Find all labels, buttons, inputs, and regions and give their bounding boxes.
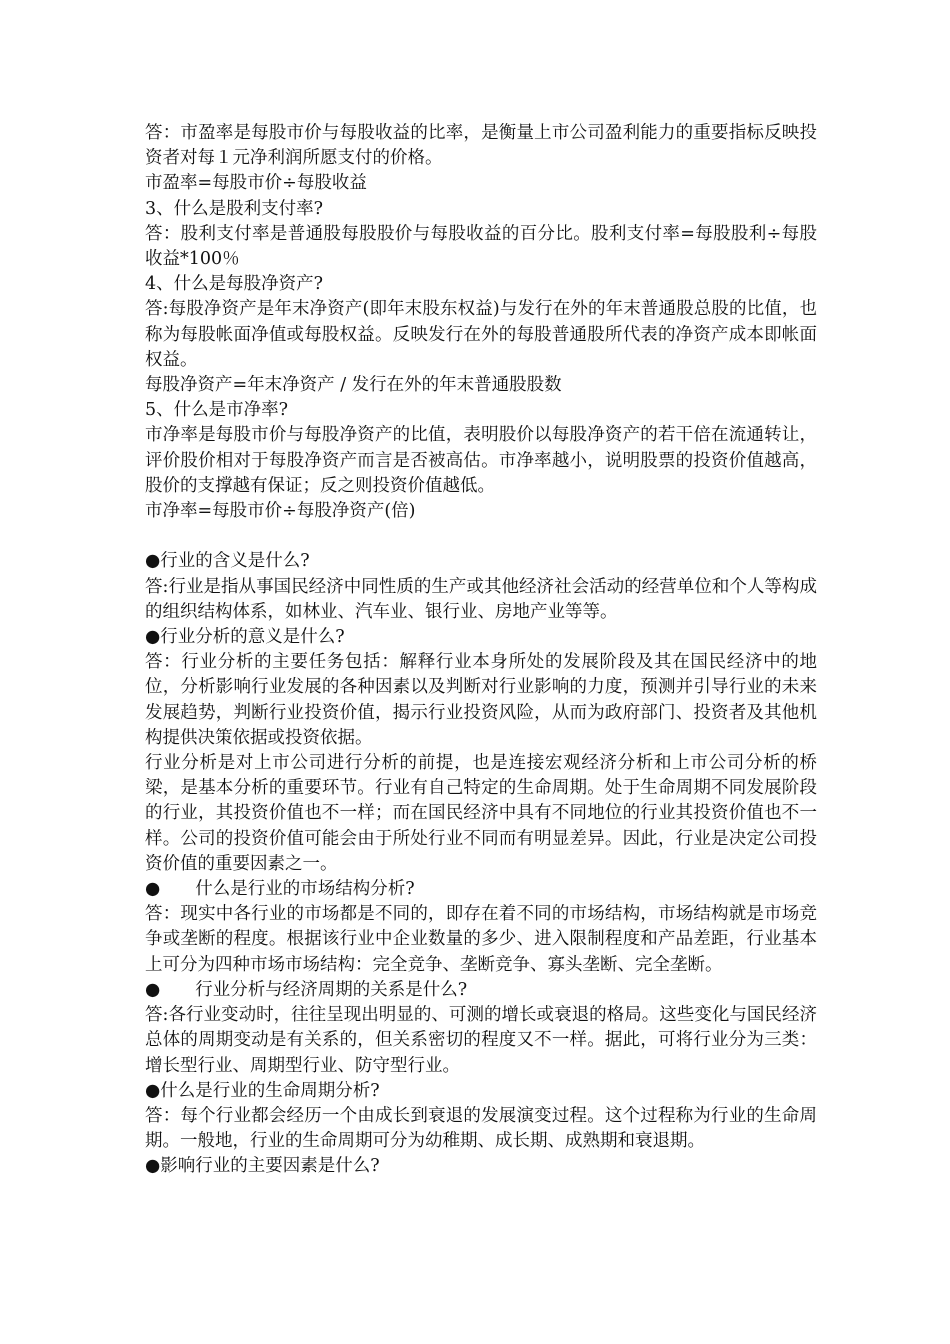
question-industry-meaning: ●行业的含义是什么? xyxy=(145,551,310,572)
paragraph-market-structure-answer: 答：现实中各行业的市场都是不同的，即存在着不同的市场结构，市场结构就是市场竞争或垄断的程度。根据该行业中企业数量的多少、进入限制程度和产品差距，行业基本上可分为四种市场市场结构：完全竞争、垄断竞争、寡头垄断、完全垄断。 xyxy=(145,904,817,975)
paragraph-pe-ratio-answer: 答：市盈率是每股市价与每股收益的比率，是衡量上市公司盈利能力的重要指标反映投资者对每１元净利润所愿支付的价格。 xyxy=(145,123,817,169)
blank-line xyxy=(145,524,817,549)
question-market-structure: ● 什么是行业的市场结构分析? xyxy=(145,879,415,900)
paragraph-payout-ratio-answer: 答：股利支付率是普通股每股股价与每股收益的百分比。股利支付率=每股股利÷每股收益*100％ xyxy=(145,223,817,270)
formula-book-value-per-share: 每股净资产=年末净资产 / 发行在外的年末普通股股数 xyxy=(145,375,562,396)
paragraph-industry-life-cycle-answer: 答：每个行业都会经历一个由成长到衰退的发展演变过程。这个过程称为行业的生命周期。一般地，行业的生命周期可分为幼稚期、成长期、成熟期和衰退期。 xyxy=(145,1105,817,1152)
question-industry-life-cycle: ●什么是行业的生命周期分析? xyxy=(145,1080,380,1101)
question-book-value-per-share: 4、什么是每股净资产? xyxy=(145,274,324,295)
question-industry-economic-cycle: ● 行业分析与经济周期的关系是什么? xyxy=(145,979,468,1000)
paragraph-pb-ratio-answer: 市净率是每股市价与每股净资产的比值，表明股价以每股净资产的若干倍在流通转让，评价股价相对于每股净资产而言是否被高估。市净率越小，说明股票的投资价值越高，股价的支撑越有保证；反之则投资价值越低。 xyxy=(145,425,817,496)
formula-pb-ratio: 市净率=每股市价÷每股净资产(倍) xyxy=(145,501,416,522)
paragraph-industry-analysis-tasks: 答：行业分析的主要任务包括：解释行业本身所处的发展阶段及其在国民经济中的地位，分析影响行业发展的各种因素以及判断对行业影响的力度，预测并引导行业的未来发展趋势，判断行业投资价值，揭示行业投资风险，从而为政府部门、投资者及其他机构提供决策依据或投资依据。 xyxy=(145,652,817,748)
paragraph-industry-meaning-answer: 答:行业是指从事国民经济中同性质的生产或其他经济社会活动的经营单位和个人等构成的组织结构体系，如林业、汽车业、银行业、房地产业等等。 xyxy=(145,576,817,622)
paragraph-industry-economic-cycle-answer: 答:各行业变动时，往往呈现出明显的、可测的增长或衰退的格局。这些变化与国民经济总体的周期变动是有关系的，但关系密切的程度又不一样。据此，可将行业分为三类：增长型行业、周期型行业、防守型行业。 xyxy=(145,1005,817,1076)
question-payout-ratio: 3、什么是股利支付率? xyxy=(145,198,324,219)
document-body xyxy=(145,121,817,1180)
paragraph-book-value-per-share-answer: 答:每股净资产是年末净资产(即年末股东权益)与发行在外的年末普通股总股的比值，也称为每股帐面净值或每股权益。反映发行在外的每股普通股所代表的净资产成本即帐面权益。 xyxy=(145,299,817,370)
question-pb-ratio: 5、什么是市净率? xyxy=(145,400,289,421)
formula-pe-ratio: 市盈率=每股市价÷每股收益 xyxy=(145,173,367,194)
question-industry-factors: ●影响行业的主要因素是什么? xyxy=(145,1156,380,1177)
paragraph-industry-analysis-role: 行业分析是对上市公司进行分析的前提，也是连接宏观经济分析和上市公司分析的桥梁，是基本分析的重要环节。行业有自己特定的生命周期。处于生命周期不同发展阶段的行业，其投资价值也不一样；而在国民经济中具有不同地位的行业其投资价值也不一样。公司的投资价值可能会由于所处行业不同而有明显差异。因此，行业是决定公司投资价值的重要因素之一。 xyxy=(145,753,817,874)
question-industry-analysis-significance: ●行业分析的意义是什么? xyxy=(145,627,345,648)
